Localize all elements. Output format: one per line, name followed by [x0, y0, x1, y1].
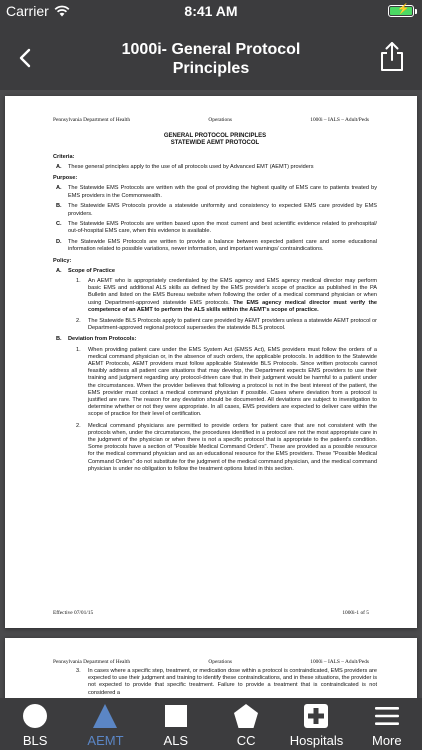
list-item — [53, 164, 377, 171]
chevron-left-icon — [12, 44, 40, 72]
battery-icon: ⚡ — [388, 5, 414, 17]
item-label: 2. — [76, 422, 81, 429]
page-title — [60, 40, 362, 78]
tab-cc[interactable] — [211, 698, 281, 750]
tab-label: Hospitals — [289, 733, 344, 748]
item-label: 3. — [76, 668, 81, 674]
list-item — [53, 239, 377, 253]
footer-left: Effective 07/01/15 — [53, 610, 94, 616]
item-text: When providing patient care under the EMS System Act (EMSS Act), EMS providers must follow the orders of a medical command physician or, in the absence of such orders, the applicable protocols. In addition to the Statewide AEMT Protocols, AEMT providers must follow applicable Statewide BLS Protocols. Since written protocols cannot feasibly address all patient care situations that may develop, the Department expects EMS providers to use their training and judgment regarding any protocol-driven care that in their judgment would be harmful to a patient under the circumstances. When the provider believes that following a protocol is not in the best interest of the patient, the EMS provider must contact a medical command physician if possible. Cases where deviation from a protocol is justified are rare. The reason for any deviation should be documented. All deviations are subject to investigation to determine whether or not they were appropriate. In all cases, EMS providers are expected to deliver care within the scope of practice for their level of certification. — [88, 346, 377, 418]
item-label: 1. — [76, 277, 81, 284]
deviation-subheading — [53, 336, 377, 343]
navigation-bar — [0, 22, 422, 90]
item-label: D. — [56, 239, 62, 246]
item-text: In cases where a specific step, treatment, or medication dose within a protocol is contraindicated, EMS providers are expected to use their judgment and training to identify these contraindications, and in these situations, the provider is not expected to provide that specific treatment. Failure to provide a treatment that is contraindicated is not considered a — [88, 668, 377, 696]
item-text: The Statewide BLS Protocols apply to patient care provided by AEMT providers unless a statewide AEMT protocol or Department-approved regional protocol supersedes the statewide BLS protocol. — [88, 317, 377, 332]
subheading-text: Scope of Practice — [68, 267, 115, 274]
header-right: 1000i – IALS – Adult/Peds — [310, 117, 369, 123]
item-text — [88, 278, 377, 314]
document-page-1 — [5, 96, 417, 628]
tab-als[interactable] — [141, 698, 211, 750]
header-center: Operations — [208, 117, 233, 123]
item-text: These general principles apply to the use of all protocols used by Advanced EMT (AEMT) providers — [68, 164, 314, 171]
page-title-line1: 1000i- General Protocol — [121, 41, 301, 58]
item-label: 1. — [76, 346, 81, 353]
tab-label: BLS — [22, 733, 48, 748]
share-button[interactable] — [378, 40, 406, 72]
list-item — [53, 185, 377, 199]
status-bar — [0, 0, 422, 22]
list-item — [53, 203, 377, 217]
header-left: Pennsylvania Department of Health — [53, 117, 131, 123]
tab-aemt[interactable] — [70, 698, 140, 750]
triangle-icon — [92, 703, 118, 729]
header-left: Pennsylvania Department of Health — [53, 659, 131, 665]
document-title — [53, 133, 377, 148]
item-text: The Statewide EMS Protocols are written to provide a balance between expected patient care and some educational information related to possible variations, newer information, and important warnings/ contraindications. — [68, 239, 377, 253]
page-footer — [53, 610, 369, 616]
tab-bar — [0, 698, 422, 750]
document-title-line2: STATEWIDE AEMT PROTOCOL — [170, 140, 260, 147]
policy-heading: Policy: — [53, 257, 72, 264]
numbered-item — [76, 318, 377, 332]
status-time: 8:41 AM — [184, 3, 238, 19]
criteria-heading: Criteria: — [53, 153, 75, 160]
document-page-2 — [5, 638, 417, 698]
page-content — [53, 133, 377, 477]
tab-hospitals[interactable] — [281, 698, 351, 750]
item-text: The Statewide EMS Protocols are written with the goal of providing the highest quality of EMS care to patients treated by EMS providers in the Commonwealth. — [68, 185, 377, 199]
header-center: Operations — [208, 659, 233, 665]
circle-icon — [22, 703, 48, 729]
page-content — [53, 668, 377, 698]
item-text-regular: An AEMT who is appropriately credentialed by the EMS agency and EMS agency medical director may perform basic EMS and additional ALS skills as defined by the EMS provider's scope of practice as published in the PA Bulletin and listed on the EMS Bureau website when following the order of a medical command physician or when using Department-approved statewide EMS protocols. — [88, 277, 377, 306]
numbered-item — [76, 347, 377, 419]
tab-label: More — [371, 733, 402, 748]
numbered-item — [76, 423, 377, 473]
pentagon-icon — [233, 703, 259, 729]
item-text: Medical command physicians are permitted to provide orders for patient care that are not consistent with the protocols when, under the circumstances, the procedures identified in a protocol are not the most appropriate care in the judgment of the physician or when there is not a specific protocol that is appropriate to the patient's condition. Some protocols have a section of "Possible Medical Command Orders". These are provided as a possible resource for the medical command physician and as an educational resource for the EMS providers. These "Possible Medical Command Orders" do not substitute for the judgment of the medical command physician, and the medical command physician is under no obligation to follow the treatment options listed in this section. — [88, 422, 377, 472]
footer-right: 1000i-1 of 5 — [342, 610, 369, 616]
page-header — [53, 659, 369, 665]
subheading-text: Deviation from Protocols: — [68, 336, 137, 343]
scope-subheading — [53, 268, 377, 275]
tab-label: ALS — [163, 733, 189, 748]
item-label: A. — [56, 164, 62, 171]
item-text: The Statewide EMS Protocols are written based upon the most current and best scientific evidence related to prehospital/ out-of-hospital EMS care, when this evidence is available. — [68, 221, 377, 235]
item-label: A. — [56, 185, 62, 192]
item-text: The Statewide EMS Protocols provide a statewide uniformity and consistency to expected EMS care provided by EMS providers. — [68, 203, 377, 217]
item-label: A. — [56, 267, 62, 274]
header-right: 1000i – IALS – Adult/Peds — [310, 659, 369, 665]
document-viewer[interactable] — [0, 90, 422, 698]
item-text-bold: The EMS agency medical director must verify the competence of an AEMT to perform the ALS skills within the AEMT's scope of practice. — [88, 299, 377, 313]
item-label: 2. — [76, 317, 81, 324]
item-label: B. — [56, 203, 62, 210]
tab-label: CC — [236, 733, 256, 748]
tab-more[interactable] — [352, 698, 422, 750]
share-icon — [378, 40, 406, 72]
battery-tip — [415, 9, 417, 14]
square-icon — [163, 703, 189, 729]
menu-icon — [374, 703, 400, 729]
document-title-line1: GENERAL PROTOCOL PRINCIPLES — [163, 133, 267, 139]
item-label: B. — [56, 336, 62, 343]
tab-bls[interactable] — [0, 698, 70, 750]
hospital-cross-icon — [303, 703, 329, 729]
numbered-item — [76, 668, 377, 697]
page-title-line2: Principles — [172, 60, 250, 77]
carrier-label: Carrier — [6, 3, 49, 19]
tab-label: AEMT — [87, 733, 124, 748]
numbered-item — [76, 278, 377, 314]
list-item — [53, 221, 377, 235]
back-button[interactable] — [12, 44, 40, 72]
purpose-heading: Purpose: — [53, 175, 78, 182]
item-label: C. — [56, 221, 62, 228]
page-header — [53, 117, 369, 123]
